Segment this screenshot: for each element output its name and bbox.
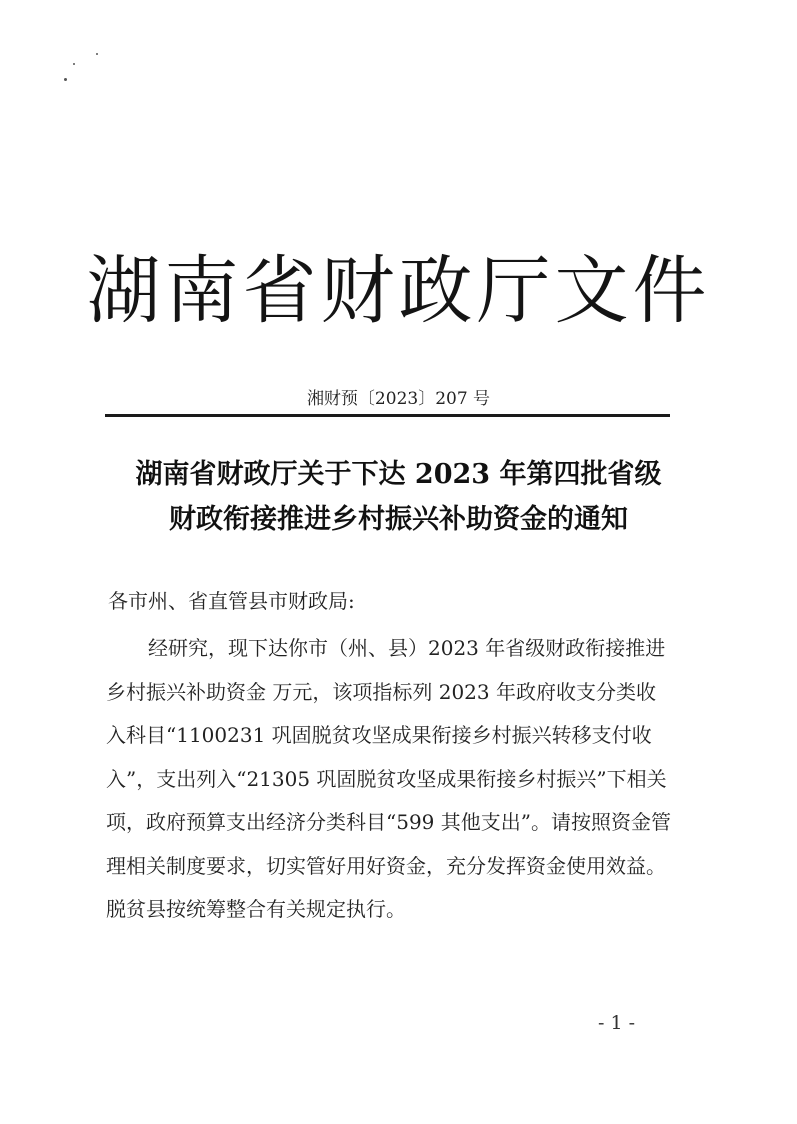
scan-speck (96, 53, 98, 55)
notice-title-line: 财政衔接推进乡村振兴补助资金的通知 (169, 504, 628, 535)
notice-title (0, 452, 797, 542)
body-line: 理相关制度要求，切实管好用好资金，充分发挥资金使用效益。 (106, 853, 666, 878)
header-divider (105, 414, 670, 417)
scan-speck (64, 78, 67, 81)
body-line: 经研究，现下达你市（州、县）2023 年省级财政衔接推进 (148, 636, 666, 660)
body-line: 入”，支出列入“21305 巩固脱贫攻坚成果衔接乡村振兴”下相关 (106, 766, 667, 791)
body-paragraph (106, 627, 671, 932)
document-header-title: 湖南省财政厅文件 (86, 248, 711, 334)
page-number: - 1 - (598, 1012, 636, 1034)
salutation: 各市州、省直管县市财政局: (108, 589, 355, 613)
body-line: 入科目“1100231 巩固脱贫攻坚成果衔接乡村振兴转移支付收 (106, 723, 652, 747)
notice-title-line: 湖南省财政厅关于下达 2023 年第四批省级 (135, 459, 662, 490)
document-number: 湘财预〔2023〕207 号 (306, 389, 491, 409)
body-line: 脱贫县按统筹整合有关规定执行。 (106, 897, 406, 921)
body-line: 乡村振兴补助资金 万元，该项指标列 2023 年政府收支分类收 (106, 679, 656, 704)
body-line: 项，政府预算支出经济分类科目“599 其他支出”。请按照资金管 (106, 810, 671, 834)
scan-speck (73, 63, 75, 65)
